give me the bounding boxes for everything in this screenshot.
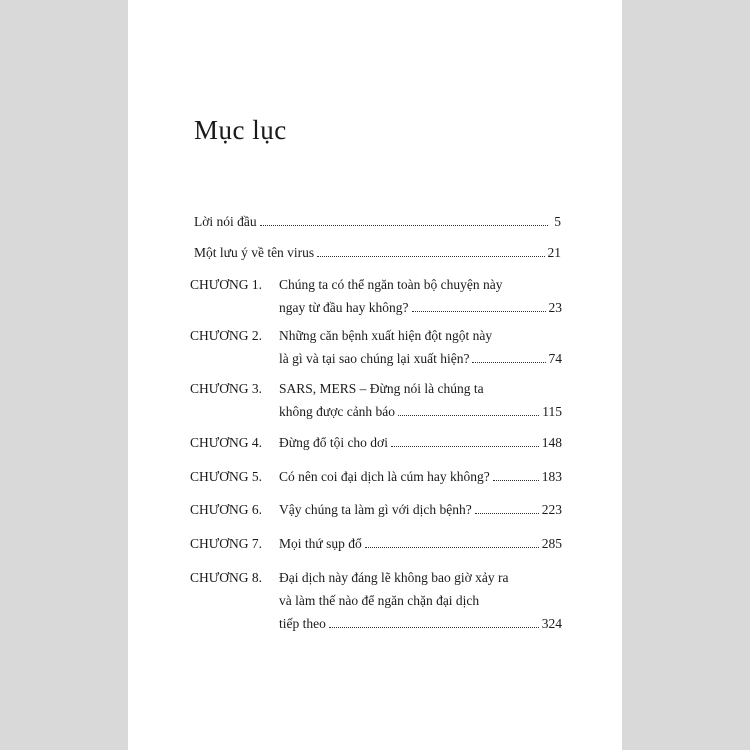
chapter-title-line: Đừng đổ tội cho dơi [279,435,388,450]
toc-title: Mục lục [194,115,287,145]
chapter-title-line: Có nên coi đại dịch là cúm hay không? [279,469,490,484]
chapter-page: 148 [541,435,562,450]
chapter-page: 74 [548,351,562,366]
chapter-page: 23 [548,300,562,315]
chapter-title-line: và làm thế nào để ngăn chặn đại dịch [279,593,480,608]
chapter-title-line: SARS, MERS – Đừng nói là chúng ta [279,381,484,396]
chapter-page: 183 [541,469,562,484]
dot-leader [365,547,539,548]
toc-entry-preface [194,214,561,230]
chapter-label: CHƯƠNG 4. [190,435,262,450]
entry-text: Một lưu ý về tên virus [194,245,315,260]
dot-leader [412,311,546,312]
chapter-label: CHƯƠNG 8. [190,570,262,585]
chapter-page: 324 [541,616,562,631]
book-page [128,0,622,750]
chapter-page: 115 [542,404,562,419]
entry-page: 21 [547,245,561,260]
chapter-title-line: ngay từ đầu hay không? [279,300,409,315]
dot-leader [398,415,539,416]
dot-leader [475,513,539,514]
entry-text: Lời nói đầu [194,214,257,229]
chapter-title-line: Chúng ta có thể ngăn toàn bộ chuyện này [279,277,503,292]
chapter-label: CHƯƠNG 6. [190,502,262,517]
chapter-label: CHƯƠNG 1. [190,277,262,292]
chapter-label: CHƯƠNG 7. [190,536,262,551]
dot-leader [472,362,545,363]
toc-entry-virus-note [194,245,561,261]
chapter-title-line: không được cảnh báo [279,404,396,419]
chapter-page: 285 [541,536,562,551]
dot-leader [329,627,539,628]
dot-leader [317,256,544,257]
chapter-label: CHƯƠNG 2. [190,328,262,343]
dot-leader [391,446,539,447]
chapter-title-line: Đại dịch này đáng lẽ không bao giờ xảy ra [279,570,509,585]
chapter-title-line: Vậy chúng ta làm gì với dịch bệnh? [279,502,472,517]
chapter-label: CHƯƠNG 3. [190,381,262,396]
chapter-title-line: Mọi thứ sụp đổ [279,536,362,551]
chapter-page: 223 [541,502,562,517]
dot-leader [260,225,548,226]
chapter-title-line: tiếp theo [279,616,326,631]
dot-leader [493,480,539,481]
entry-page: 5 [554,214,561,229]
chapter-title-line: là gì và tại sao chúng lại xuất hiện? [279,351,470,366]
chapter-title-line: Những căn bệnh xuất hiện đột ngột này [279,328,493,343]
chapter-label: CHƯƠNG 5. [190,469,262,484]
